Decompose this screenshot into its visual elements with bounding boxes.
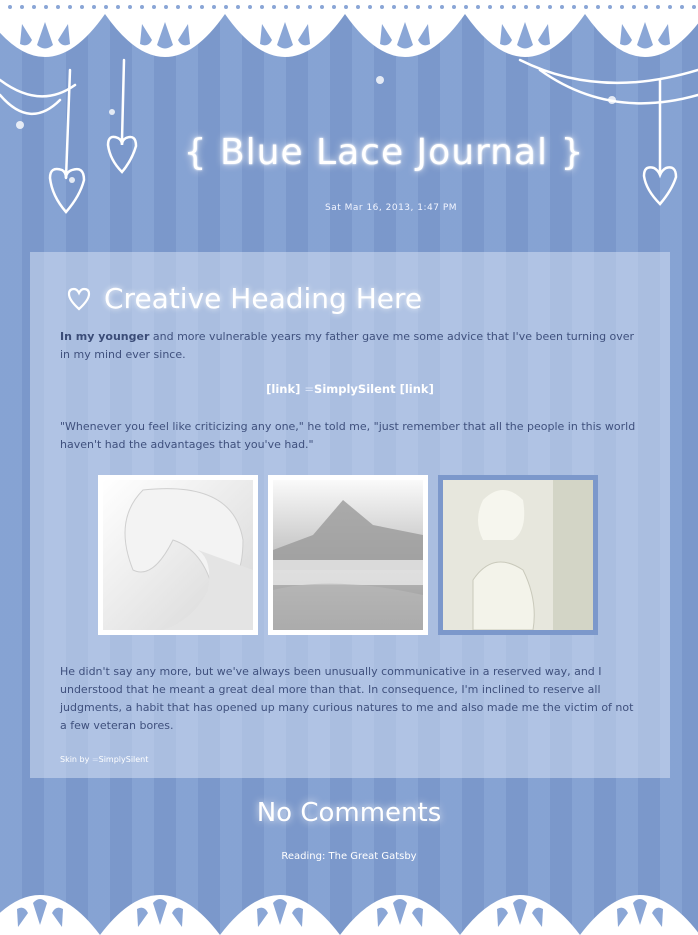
paragraph-1 [60, 328, 638, 364]
paragraph-1-bold: In my younger [60, 330, 150, 343]
lace-border-bottom [0, 865, 698, 935]
lace-border-top [0, 0, 698, 90]
photo-misty-mountain[interactable] [268, 475, 428, 635]
paragraph-3: He didn't say any more, but we've always been unusually communicative in a reserved way, and I understood that he meant a great deal more than that. In consequence, I'm inclined to reserve all judgments, a habit that has opened up many curious natures to me and also made me the victim of not a few veteran bores. [60, 665, 634, 732]
credit-user-link[interactable]: SimplySilent [98, 755, 149, 764]
link-1[interactable]: [link] [266, 382, 301, 396]
user-link[interactable]: SimplySilent [314, 382, 396, 396]
journal-date: Sat Mar 16, 2013, 1:47 PM [324, 203, 458, 213]
photo-girl-window[interactable] [438, 475, 598, 635]
photo-gallery [98, 475, 598, 635]
skin-credit [60, 755, 148, 764]
photo-girl-white-hair[interactable] [98, 475, 258, 635]
link-line [30, 382, 670, 396]
paragraph-2: "Whenever you feel like criticizing any one," he told me, "just remember that all the people in this world haven't had the advantages that you've had." [60, 420, 636, 451]
journal-title: { Blue Lace Journal } [183, 132, 585, 173]
credit-label: Skin by [60, 755, 92, 764]
paragraph-1-text: and more vulnerable years my father gave me some advice that I've been turning over in my mind ever since. [60, 330, 635, 361]
comments-heading[interactable]: No Comments [256, 798, 442, 828]
entry-heading [66, 282, 422, 315]
journal-entry [30, 252, 670, 778]
user-symbol: = [304, 382, 315, 396]
reading-status: Reading: The Great Gatsby [281, 851, 417, 862]
link-2[interactable]: [link] [399, 382, 434, 396]
heart-icon [66, 286, 92, 312]
entry-heading-text: Creative Heading Here [104, 282, 423, 315]
credit-symbol: = [91, 755, 99, 764]
